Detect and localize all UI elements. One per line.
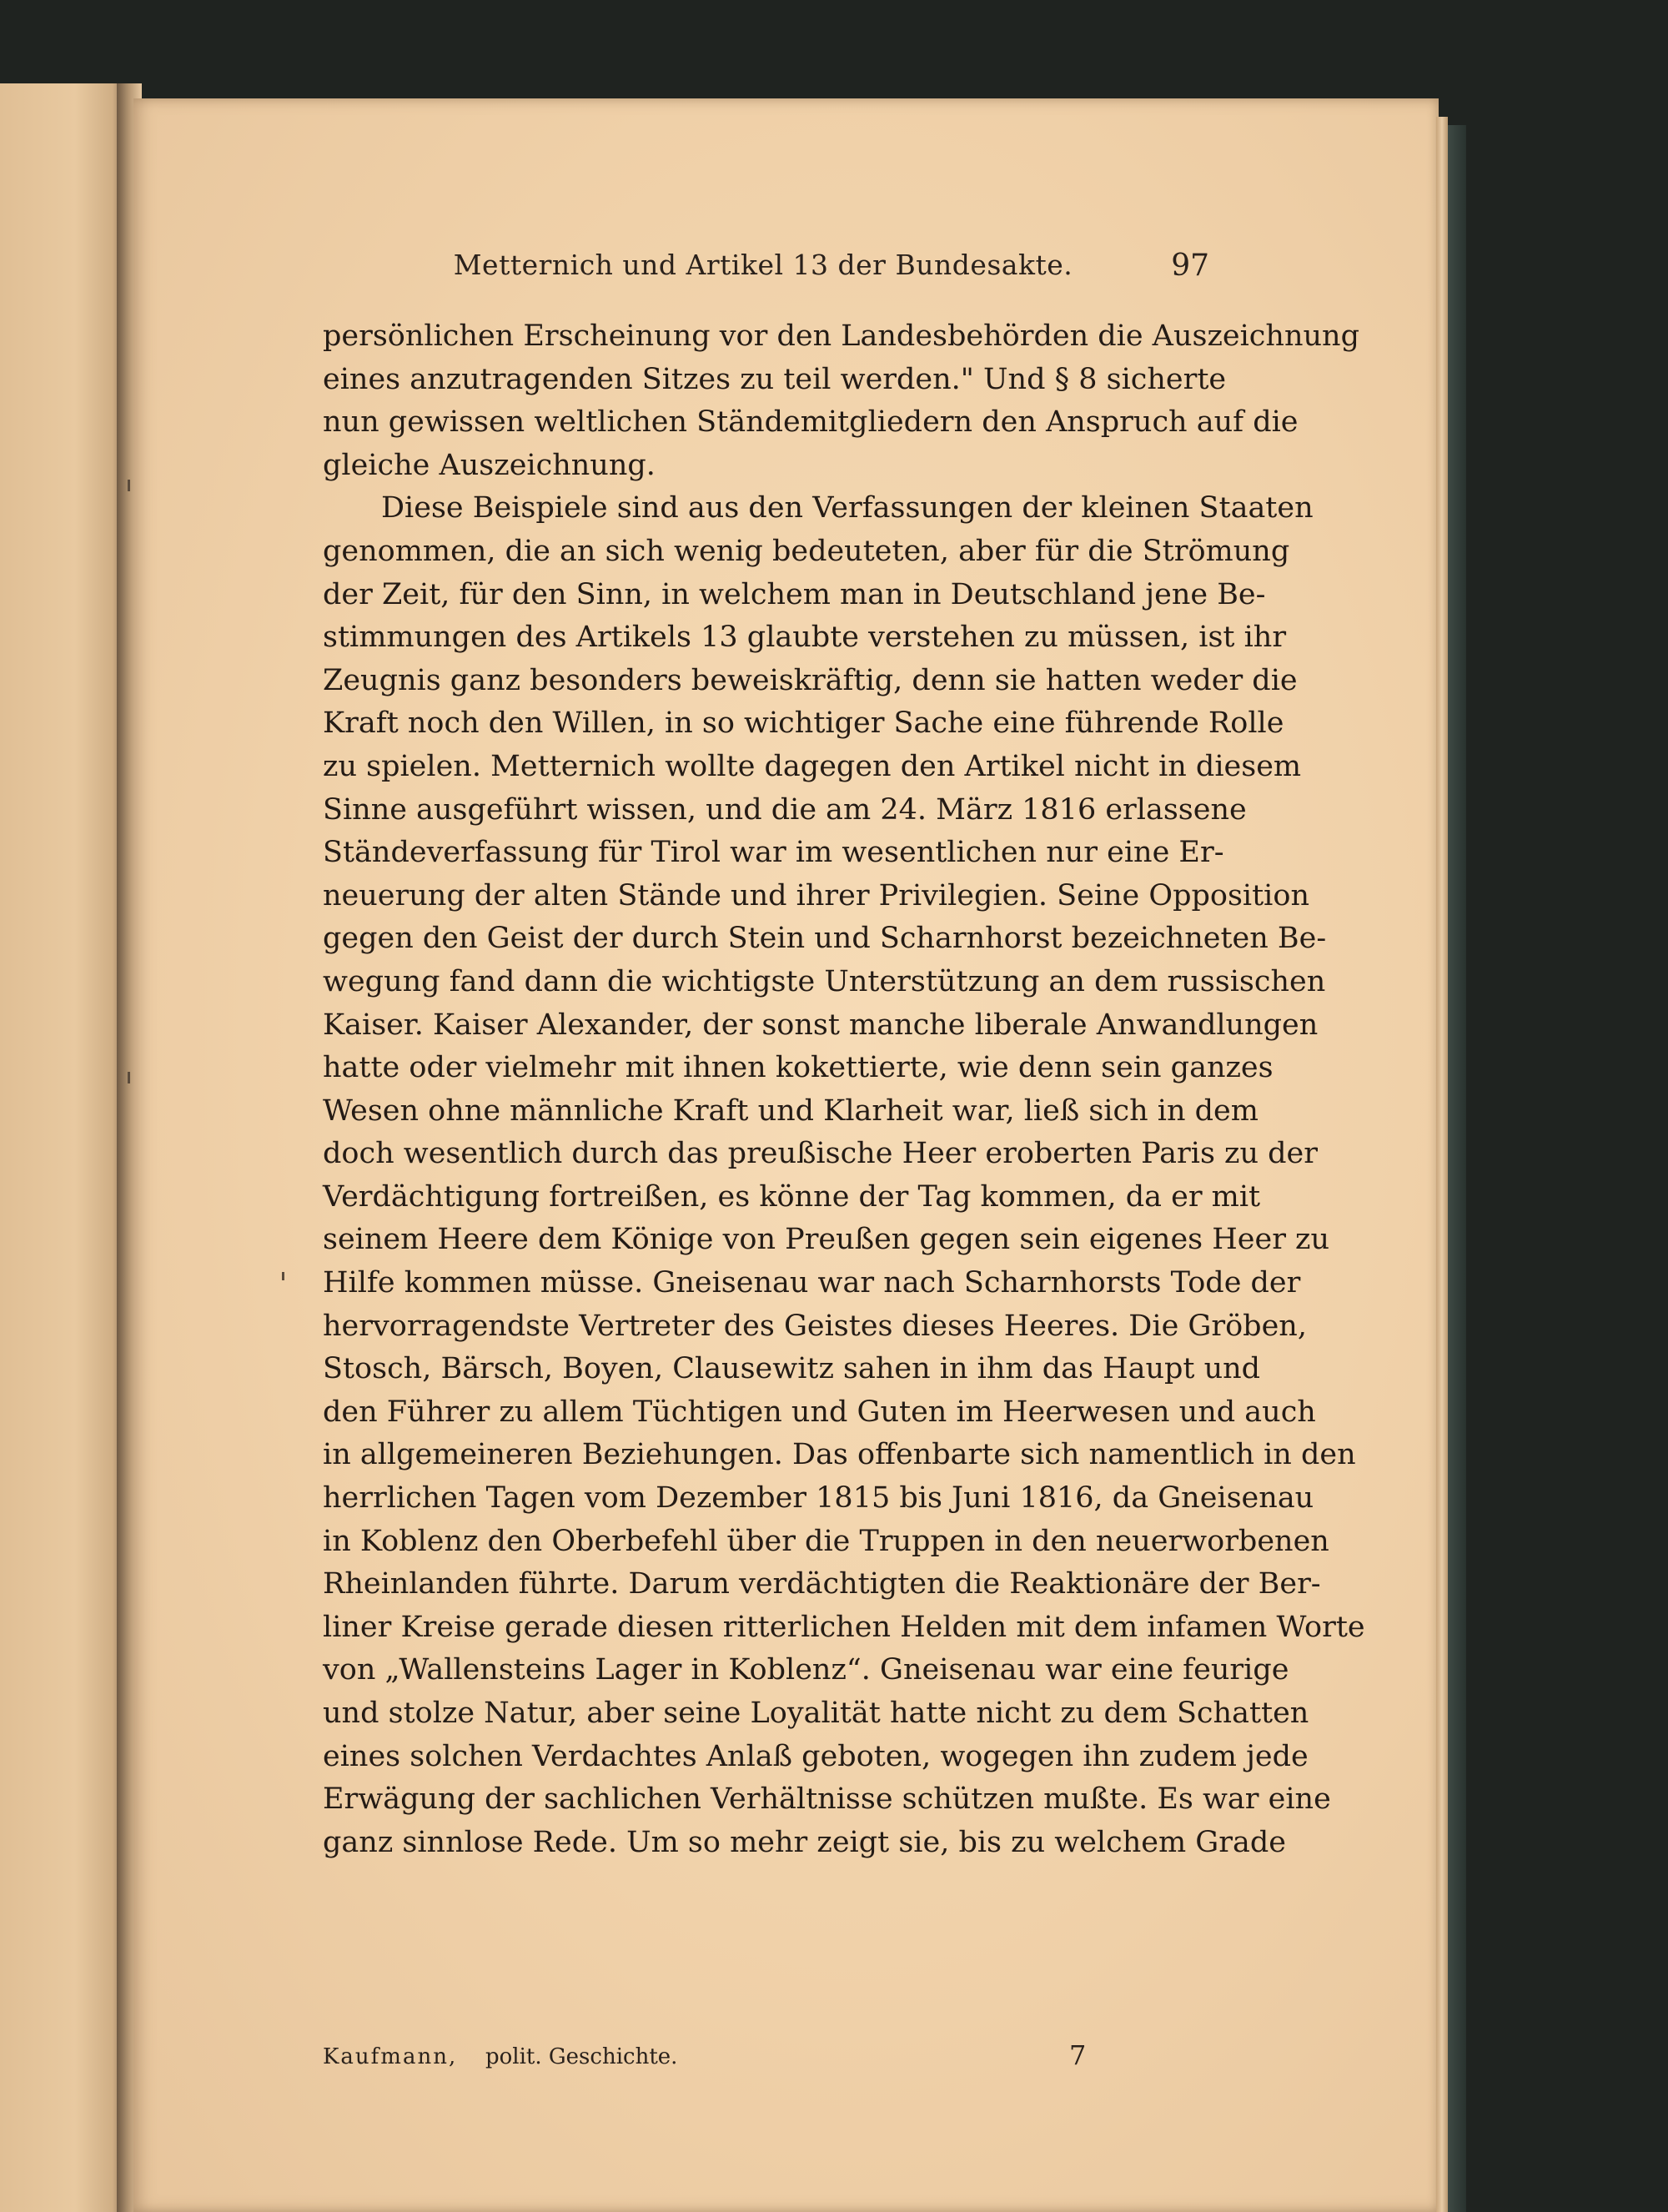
text-line: genommen, die an sich wenig bedeuteten, aber für die Strömung — [323, 534, 1290, 568]
text-line: herrlichen Tagen vom Dezember 1815 bis Juni 1816, da Gneisenau — [323, 1481, 1314, 1516]
text-line: persönlichen Erscheinung vor den Landesbehörden die Auszeichnung — [323, 319, 1359, 353]
text-line: Sinne ausgeführt wissen, und die am 24. März 1816 erlassene — [323, 792, 1247, 827]
text-line: in Koblenz den Oberbefehl über die Truppen in den neuerworbenen — [323, 1524, 1329, 1558]
text-line: eines solchen Verdachtes Anlaß geboten, wogegen ihn zudem jede — [323, 1739, 1309, 1773]
text-line: nun gewissen weltlichen Ständemitgliedern den Anspruch auf die — [323, 405, 1299, 440]
running-head-title: Metternich und Artikel 13 der Bundesakte. — [453, 249, 1073, 281]
footer-author: Kaufmann, — [323, 2044, 458, 2069]
text-line: und stolze Natur, aber seine Loyalität hatte nicht zu dem Schatten — [323, 1697, 1309, 1730]
text-line: Kraft noch den Willen, in so wichtiger Sache eine führende Rolle — [323, 706, 1284, 741]
page-edge — [1436, 117, 1448, 2212]
text-line: Zeugnis ganz besonders beweiskräftig, denn sie hatten weder die — [323, 663, 1298, 697]
text-line: hervorragendste Vertreter des Geistes dieses Heeres. Die Gröben, — [323, 1309, 1307, 1343]
margin-mark — [128, 480, 130, 491]
margin-mark — [282, 1272, 284, 1280]
left-page-fragment — [0, 83, 125, 2212]
text-line: seinem Heere dem Könige von Preußen gegen sein eigenes Heer zu — [323, 1223, 1330, 1257]
text-line: Kaiser. Kaiser Alexander, der sonst manche liberale Anwandlungen — [323, 1008, 1319, 1042]
text-line: Hilfe kommen müsse. Gneisenau war nach Scharnhorsts Tode der — [323, 1266, 1301, 1300]
text-line: hatte oder vielmehr mit ihnen kokettierte, wie denn sein ganzes — [323, 1051, 1274, 1085]
text-line: eines anzutragenden Sitzes zu teil werden." Und § 8 sicherte — [323, 362, 1227, 396]
text-line: Wesen ohne männliche Kraft und Klarheit war, ließ sich in dem — [323, 1093, 1259, 1128]
footer-title: polit. Geschichte. — [485, 2044, 678, 2069]
text-line: der Zeit, für den Sinn, in welchem man in Deutschland jene Be- — [323, 577, 1266, 611]
text-line: Ständeverfassung für Tirol war im wesentlichen nur eine Er- — [323, 836, 1224, 870]
text-line: von „Wallensteins Lager in Koblenz“. Gneisenau war eine feurige — [323, 1653, 1289, 1687]
text-line: in allgemeineren Beziehungen. Das offenbarte sich namentlich in den — [323, 1438, 1356, 1472]
text-line: zu spielen. Metternich wollte dagegen den Artikel nicht in diesem — [323, 749, 1302, 783]
text-line: gegen den Geist der durch Stein und Scharnhorst bezeichneten Be- — [323, 922, 1327, 956]
text-line: gleiche Auszeichnung. — [323, 448, 656, 482]
text-line: ganz sinnlose Rede. Um so mehr zeigt sie, bis zu welchem Grade — [323, 1825, 1286, 1859]
text-line: doch wesentlich durch das preußische Heer eroberten Paris zu der — [323, 1137, 1318, 1171]
margin-mark — [128, 1072, 130, 1083]
text-line: liner Kreise gerade diesen ritterlichen Helden mit dem infamen Worte — [323, 1610, 1365, 1644]
page-footer — [323, 2039, 1207, 2077]
text-line: Verdächtigung fortreißen, es könne der Tag kommen, da er mit — [323, 1179, 1261, 1214]
signature-mark: 7 — [1069, 2039, 1087, 2071]
text-line: stimmungen des Artikels 13 glaubte verstehen zu müssen, ist ihr — [323, 621, 1287, 655]
text-line: Stosch, Bärsch, Boyen, Clausewitz sahen in ihm das Haupt und — [323, 1352, 1261, 1386]
text-line: Erwägung der sachlichen Verhältnisse schützen mußte. Es war eine — [323, 1782, 1331, 1817]
cover-edge — [1448, 125, 1466, 2212]
page-number: 97 — [1171, 249, 1209, 283]
text-line: den Führer zu allem Tüchtigen und Guten im Heerwesen und auch — [323, 1395, 1316, 1429]
text-line: Rheinlanden führte. Darum verdächtigten die Reaktionäre der Ber- — [323, 1567, 1321, 1601]
text-line: wegung fand dann die wichtigste Unterstützung an dem russischen — [323, 964, 1326, 998]
text-line: Diese Beispiele sind aus den Verfassungen der kleinen Staaten — [381, 491, 1314, 525]
text-line: neuerung der alten Stände und ihrer Privilegien. Seine Opposition — [323, 878, 1309, 912]
body-text — [323, 315, 1365, 1864]
